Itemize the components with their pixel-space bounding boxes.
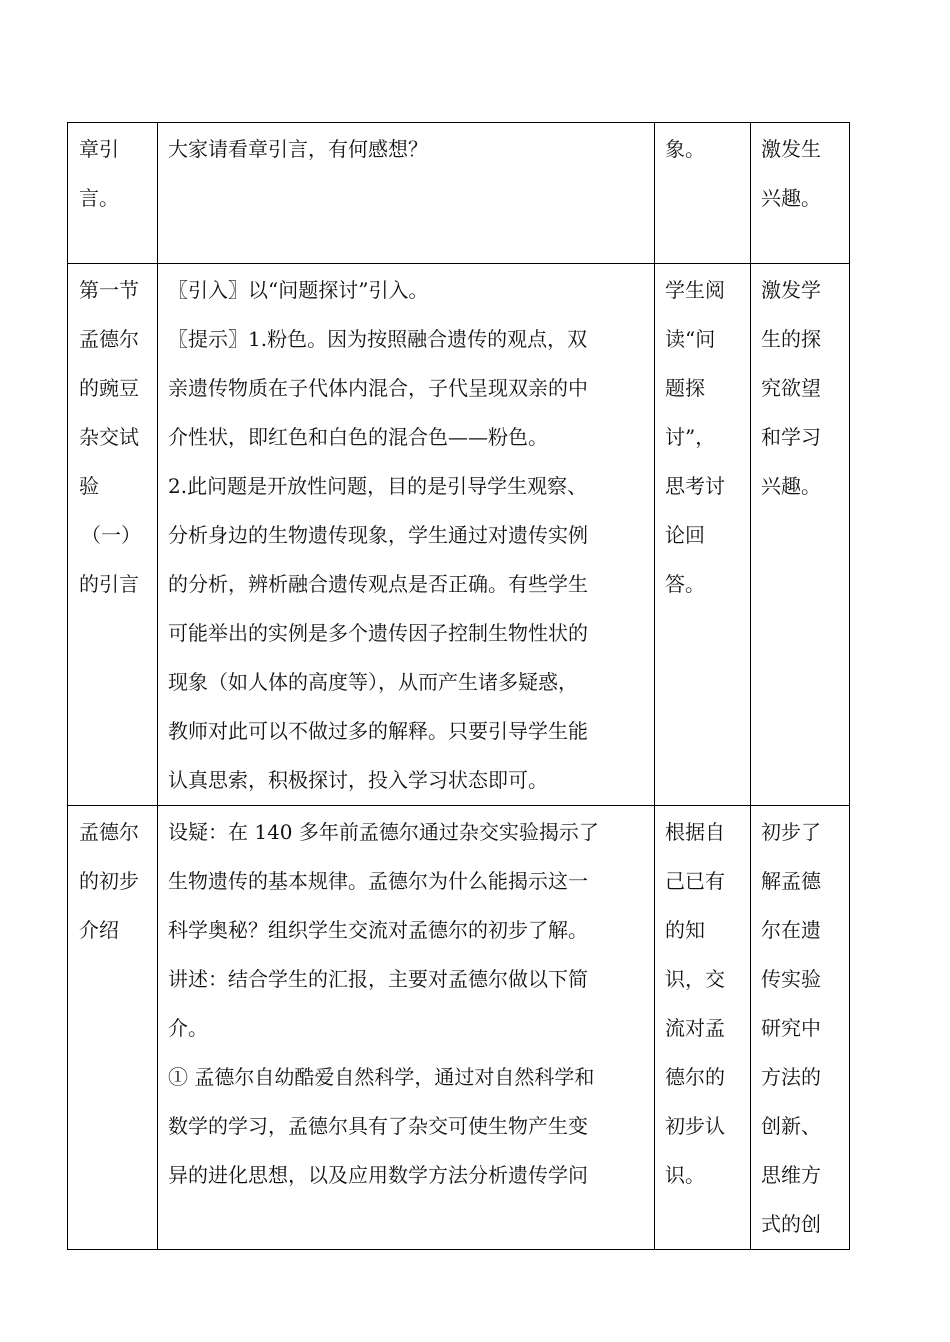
text-line: 象。 (665, 137, 705, 161)
design-intent-cell (751, 806, 850, 1250)
text-line: 的引言 (79, 572, 139, 596)
text-line: 章引 (79, 137, 119, 161)
text-line: 讲述：结合学生的汇报，主要对孟德尔做以下简 (168, 967, 588, 991)
text-line: 〖引入〗以“问题探讨”引入。 (168, 278, 429, 302)
text-line: 学生阅 (665, 278, 725, 302)
text-line: 初步认 (665, 1114, 725, 1138)
text-line: 孟德尔 (79, 820, 139, 844)
text-line: 尔在遗 (761, 918, 821, 942)
text-line: 兴趣。 (761, 474, 821, 498)
text-line: 科学奥秘？组织学生交流对孟德尔的初步了解。 (168, 918, 588, 942)
text-line: 大家请看章引言，有何感想？ (168, 137, 428, 161)
text-line: 兴趣。 (761, 186, 821, 210)
text-line: 式的创 (761, 1212, 821, 1236)
text-line: 分析身边的生物遗传现象，学生通过对遗传实例 (168, 523, 588, 547)
text-line: 数学的学习，孟德尔具有了杂交可使生物产生变 (168, 1114, 588, 1138)
table-row-mendel-intro (68, 806, 850, 1250)
text-line: 己已有 (665, 869, 725, 893)
text-line: 思维方 (761, 1163, 821, 1187)
topic-cell (68, 123, 158, 264)
text-line: 的豌豆 (79, 376, 139, 400)
text-line: 读“问 (665, 327, 716, 351)
teacher-activity-cell (158, 264, 655, 806)
text-line: 初步了 (761, 820, 821, 844)
text-line: 究欲望 (761, 376, 821, 400)
text-line: （一） (81, 523, 141, 547)
text-line: 和学习 (761, 425, 821, 449)
text-line: 根据自 (665, 820, 725, 844)
text-line: 第一节 (79, 278, 139, 302)
text-line: 传实验 (761, 967, 821, 991)
text-line: 可能举出的实例是多个遗传因子控制生物性状的 (168, 621, 588, 645)
student-activity-cell (655, 123, 751, 264)
text-line: 异的进化思想，以及应用数学方法分析遗传学问 (168, 1163, 588, 1187)
text-line: 亲遗传物质在子代体内混合，子代呈现双亲的中 (168, 376, 588, 400)
design-intent-cell (751, 264, 850, 806)
text-line: 介绍 (79, 918, 119, 942)
text-line: 设疑：在 140 多年前孟德尔通过杂交实验揭示了 (168, 820, 599, 844)
design-intent-cell (751, 123, 850, 264)
student-activity-cell (655, 806, 751, 1250)
text-line: 验 (79, 474, 99, 498)
topic-cell (68, 264, 158, 806)
text-line: 方法的 (761, 1065, 821, 1089)
text-line: 孟德尔 (79, 327, 139, 351)
text-line: 讨”， (665, 425, 716, 449)
text-line: 〖提示〗1.粉色。因为按照融合遗传的观点，双 (168, 327, 588, 351)
text-line: 研究中 (761, 1016, 821, 1040)
text-line: 答。 (665, 572, 705, 596)
text-line: 2.此问题是开放性问题，目的是引导学生观察、 (168, 474, 588, 498)
text-line: 的知 (665, 918, 705, 942)
text-line: 教师对此可以不做过多的解释。只要引导学生能 (168, 719, 588, 743)
text-line: 流对孟 (665, 1016, 725, 1040)
text-line: 的初步 (79, 869, 139, 893)
student-activity-cell (655, 264, 751, 806)
text-line: 现象（如人体的高度等），从而产生诸多疑惑， (168, 670, 578, 694)
text-line: 杂交试 (79, 425, 139, 449)
topic-cell (68, 806, 158, 1250)
text-line: 介性状，即红色和白色的混合色——粉色。 (168, 425, 548, 449)
text-line: 识，交 (665, 967, 725, 991)
text-line: 解孟德 (761, 869, 821, 893)
text-line: 论回 (665, 523, 705, 547)
text-line: 生物遗传的基本规律。孟德尔为什么能揭示这一 (168, 869, 588, 893)
text-line: 思考讨 (665, 474, 725, 498)
text-line: 介。 (168, 1016, 208, 1040)
table-row-section-one-intro (68, 264, 850, 806)
text-line: 的分析，辨析融合遗传观点是否正确。有些学生 (168, 572, 588, 596)
lesson-plan-table (67, 122, 850, 1250)
text-line: 题探 (665, 376, 705, 400)
text-line: 德尔的 (665, 1065, 725, 1089)
teacher-activity-cell (158, 806, 655, 1250)
text-line: ① 孟德尔自幼酷爱自然科学，通过对自然科学和 (168, 1065, 595, 1089)
text-line: 言。 (79, 186, 119, 210)
text-line: 激发生 (761, 137, 821, 161)
teacher-activity-cell (158, 123, 655, 264)
text-line: 识。 (665, 1163, 705, 1187)
table-row-chapter-intro (68, 123, 850, 264)
text-line: 激发学 (761, 278, 821, 302)
text-line: 创新、 (761, 1114, 821, 1138)
text-line: 认真思索，积极探讨，投入学习状态即可。 (168, 768, 548, 792)
text-line: 生的探 (761, 327, 821, 351)
